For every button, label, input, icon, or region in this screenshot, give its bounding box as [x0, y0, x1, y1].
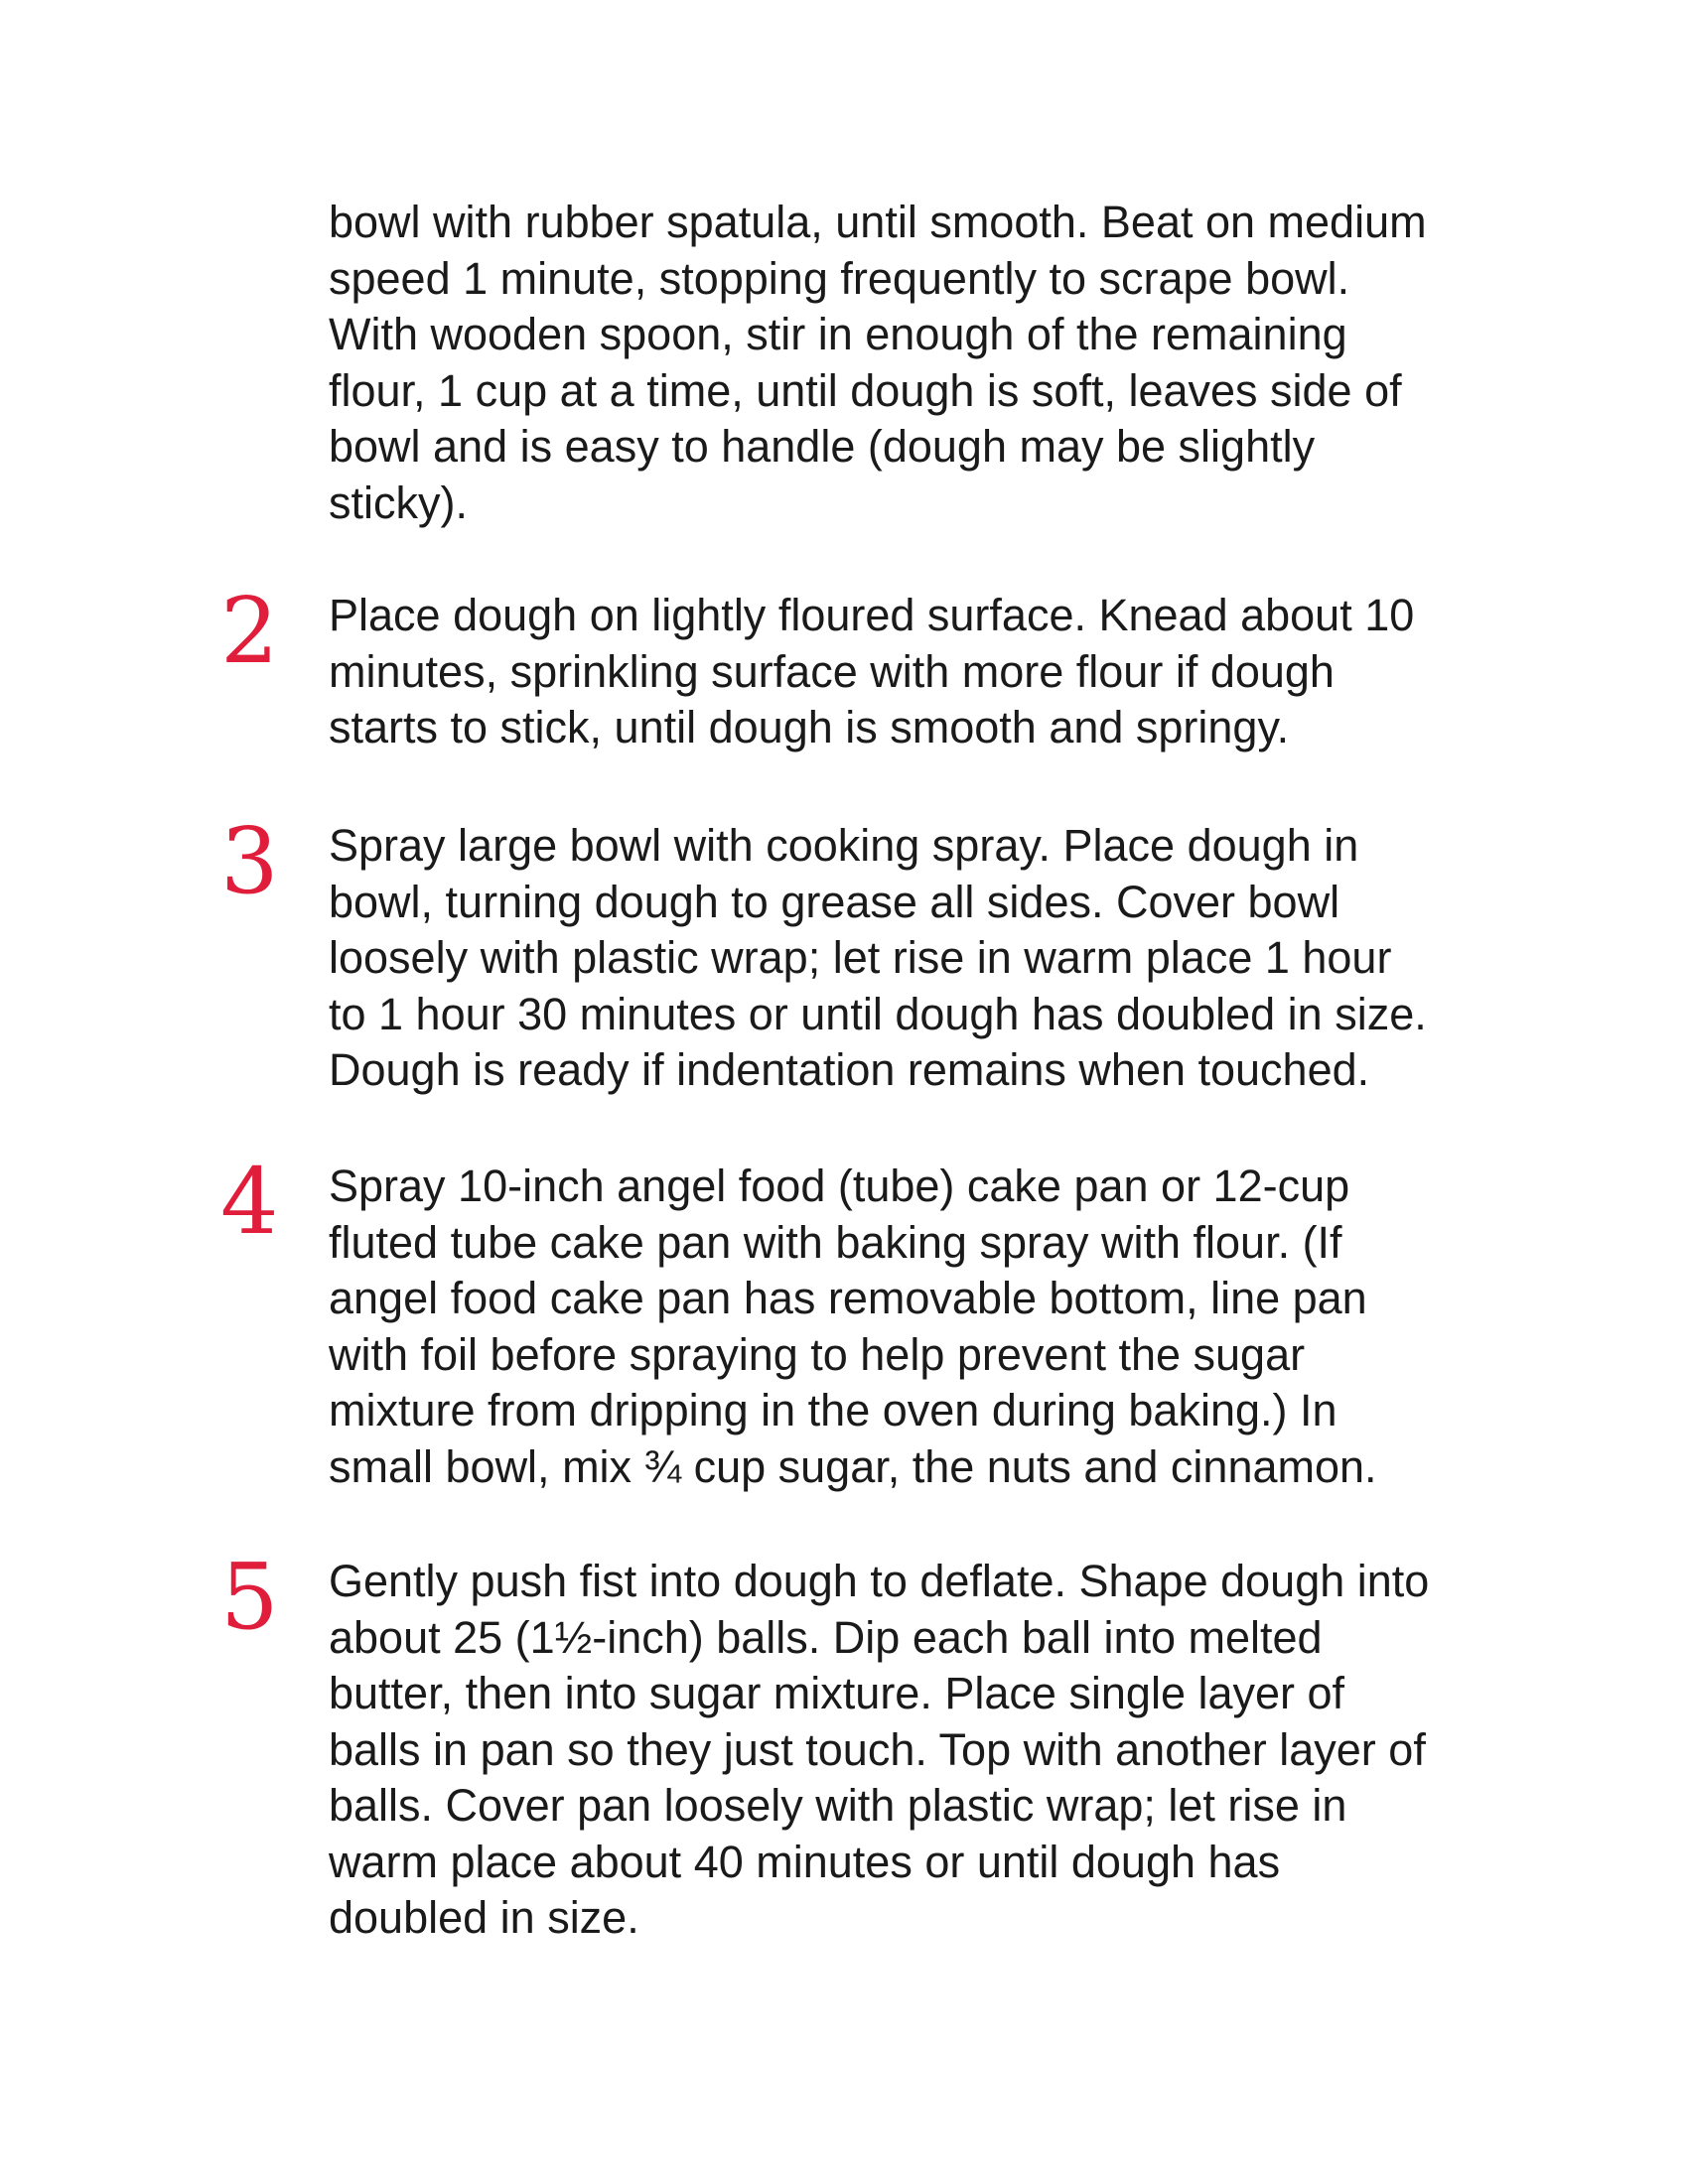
text-line: fluted tube cake pan with baking spray with flour. (If — [329, 1216, 1342, 1268]
step-number: 3 — [220, 808, 279, 914]
step-number: 5 — [220, 1544, 279, 1650]
text-line: mixture from dripping in the oven during baking.) In — [329, 1385, 1337, 1435]
step-text — [329, 1159, 1520, 1495]
text-line: sticky). — [329, 477, 468, 528]
text-line: to 1 hour 30 minutes or until dough has doubled in size. — [329, 988, 1427, 1039]
text-line: With wooden spoon, stir in enough of the remaining — [329, 309, 1347, 359]
text-line: Spray 10-inch angel food (tube) cake pan or 12-cup — [329, 1160, 1350, 1211]
step-text — [329, 818, 1520, 1099]
text-line: about 25 (1½-inch) balls. Dip each ball into melted — [329, 1611, 1323, 1663]
text-line: Spray large bowl with cooking spray. Place dough in — [329, 820, 1359, 871]
step-number: 4 — [220, 1149, 279, 1255]
text-line: Place dough on lightly floured surface. Knead about 10 — [329, 590, 1415, 640]
text-line: angel food cake pan has removable bottom, line pan — [329, 1273, 1367, 1323]
text-line: with foil before spraying to help prevent the sugar — [329, 1328, 1306, 1380]
text-line: speed 1 minute, stopping frequently to scrape bowl. — [329, 252, 1350, 304]
text-line: flour, 1 cup at a time, until dough is soft, leaves side of — [329, 364, 1402, 416]
text-line: warm place about 40 minutes or until dough has — [329, 1836, 1281, 1887]
text-line: Gently push fist into dough to deflate. Shape dough into — [329, 1556, 1430, 1606]
text-line: doubled in size. — [329, 1892, 639, 1943]
text-line: loosely with plastic wrap; let rise in warm place 1 hour — [329, 932, 1392, 983]
step-number: 2 — [220, 578, 279, 684]
text-line: starts to stick, until dough is smooth and springy. — [329, 702, 1290, 752]
text-line: bowl, turning dough to grease all sides. Cover bowl — [329, 876, 1340, 927]
step-1-continuation — [329, 195, 1520, 531]
step-text — [329, 1554, 1520, 1947]
text-line: butter, then into sugar mixture. Place single layer of — [329, 1668, 1345, 1718]
text-line: Dough is ready if indentation remains when touched. — [329, 1044, 1370, 1095]
text-line: minutes, sprinkling surface with more flour if dough — [329, 645, 1335, 697]
text-line: small bowl, mix ¾ cup sugar, the nuts and cinnamon. — [329, 1440, 1377, 1492]
step-text — [329, 588, 1520, 756]
text-line: balls in pan so they just touch. Top with another layer of — [329, 1723, 1426, 1775]
text-line: bowl and is easy to handle (dough may be slightly — [329, 421, 1316, 472]
text-line: balls. Cover pan loosely with plastic wrap; let rise in — [329, 1780, 1347, 1831]
text-line: bowl with rubber spatula, until smooth. Beat on medium — [329, 197, 1427, 247]
